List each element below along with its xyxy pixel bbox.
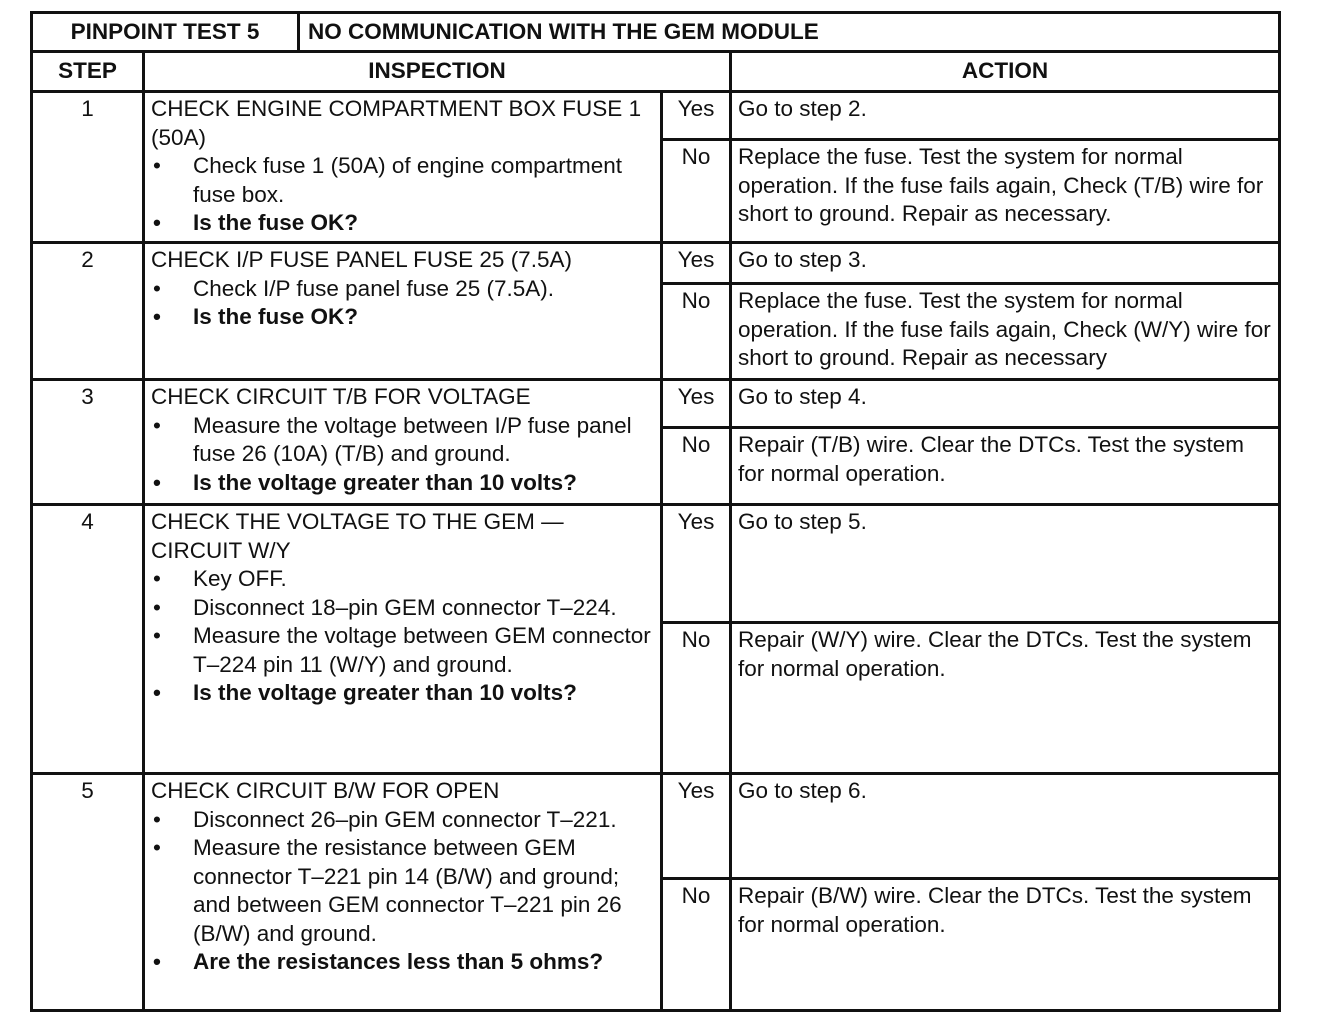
bullet-icon: •	[153, 469, 161, 495]
check-text: Measure the voltage between GEM connector T–224 pin 11 (W/Y) and ground.	[193, 623, 651, 677]
pinpoint-test-label: PINPOINT TEST 5	[32, 13, 299, 52]
no-action: Replace the fuse. Test the system for normal operation. If the fuse fails again, Check (W/Y) wire for short to ground. Repair as necessary	[731, 284, 1280, 380]
bullet-icon: •	[153, 623, 161, 648]
no-label: No	[662, 140, 731, 243]
check-question	[151, 948, 654, 977]
bullet-icon: •	[153, 304, 161, 329]
yes-action: Go to step 5.	[731, 505, 1280, 623]
no-label: No	[662, 623, 731, 774]
step-row	[32, 505, 1280, 623]
check-item	[151, 275, 654, 304]
question-text: Is the voltage greater than 10 volts?	[193, 469, 577, 495]
inspection-heading: CHECK ENGINE COMPARTMENT BOX FUSE 1 (50A)	[151, 96, 642, 150]
check-item	[151, 806, 654, 835]
pinpoint-test-table	[30, 11, 1281, 1012]
inspection-checklist	[151, 806, 654, 977]
bullet-icon: •	[153, 806, 161, 832]
bullet-icon: •	[153, 153, 161, 178]
check-text: Measure the voltage between I/P fuse panel fuse 26 (10A) (T/B) and ground.	[193, 412, 632, 466]
question-text: Is the fuse OK?	[193, 304, 359, 329]
step-row	[32, 774, 1280, 879]
no-label: No	[662, 428, 731, 505]
inspection-heading: CHECK CIRCUIT B/W FOR OPEN	[151, 778, 500, 803]
header-row	[32, 52, 1280, 92]
check-item	[151, 594, 654, 623]
check-question	[151, 303, 654, 332]
inspection-checklist	[151, 152, 654, 238]
check-question	[151, 209, 654, 238]
check-item	[151, 565, 654, 594]
check-text: Disconnect 18–pin GEM connector T–224.	[193, 594, 617, 620]
question-text: Are the resistances less than 5 ohms?	[193, 949, 604, 974]
bullet-icon: •	[153, 680, 161, 705]
title-row	[32, 13, 1280, 52]
check-text: Check I/P fuse panel fuse 25 (7.5A).	[193, 275, 555, 301]
yes-action: Go to step 4.	[731, 380, 1280, 428]
no-action: Replace the fuse. Test the system for normal operation. If the fuse fails again, Check (T/B) wire for short to ground. Repair as necessary.	[731, 140, 1280, 243]
inspection-cell	[144, 380, 662, 505]
inspection-heading: CHECK THE VOLTAGE TO THE GEM — CIRCUIT W/Y	[151, 509, 564, 563]
no-label: No	[662, 284, 731, 380]
no-action: Repair (B/W) wire. Clear the DTCs. Test the system for normal operation.	[731, 879, 1280, 1011]
check-text: Measure the resistance between GEM connector T–221 pin 14 (B/W) and ground; and between GEM connector T–221 pin 26 (B/W) and ground.	[193, 835, 622, 946]
inspection-cell	[144, 243, 662, 380]
yes-label: Yes	[662, 243, 731, 284]
check-text: Key OFF.	[193, 566, 287, 591]
step-number: 1	[32, 92, 144, 243]
check-item	[151, 152, 654, 209]
no-action: Repair (T/B) wire. Clear the DTCs. Test the system for normal operation.	[731, 428, 1280, 505]
bullet-icon: •	[153, 275, 161, 301]
question-text: Is the fuse OK?	[193, 210, 359, 235]
bullet-icon: •	[153, 594, 161, 620]
inspection-cell	[144, 505, 662, 774]
inspection-checklist	[151, 275, 654, 332]
bullet-icon: •	[153, 210, 161, 235]
step-number: 4	[32, 505, 144, 774]
step-number: 3	[32, 380, 144, 505]
test-description: NO COMMUNICATION WITH THE GEM MODULE	[299, 13, 1280, 52]
inspection-header: INSPECTION	[144, 52, 731, 92]
yes-label: Yes	[662, 92, 731, 140]
yes-action: Go to step 2.	[731, 92, 1280, 140]
yes-action: Go to step 3.	[731, 243, 1280, 284]
no-action: Repair (W/Y) wire. Clear the DTCs. Test the system for normal operation.	[731, 623, 1280, 774]
inspection-heading: CHECK CIRCUIT T/B FOR VOLTAGE	[151, 384, 531, 409]
check-item	[151, 412, 654, 469]
no-label: No	[662, 879, 731, 1011]
bullet-icon: •	[153, 949, 161, 974]
pinpoint-test-document	[30, 11, 1278, 1012]
check-item	[151, 622, 654, 679]
yes-label: Yes	[662, 505, 731, 623]
yes-label: Yes	[662, 380, 731, 428]
inspection-checklist	[151, 565, 654, 708]
action-header: ACTION	[731, 52, 1280, 92]
question-text: Is the voltage greater than 10 volts?	[193, 680, 577, 705]
inspection-cell	[144, 774, 662, 1011]
check-question	[151, 679, 654, 708]
step-number: 5	[32, 774, 144, 1011]
step-row	[32, 380, 1280, 428]
step-header: STEP	[32, 52, 144, 92]
inspection-cell	[144, 92, 662, 243]
yes-action: Go to step 6.	[731, 774, 1280, 879]
step-number: 2	[32, 243, 144, 380]
bullet-icon: •	[153, 412, 161, 438]
check-question	[151, 469, 654, 498]
inspection-heading: CHECK I/P FUSE PANEL FUSE 25 (7.5A)	[151, 247, 572, 272]
step-row	[32, 243, 1280, 284]
bullet-icon: •	[153, 835, 161, 860]
bullet-icon: •	[153, 566, 161, 591]
yes-label: Yes	[662, 774, 731, 879]
check-item	[151, 834, 654, 948]
check-text: Disconnect 26–pin GEM connector T–221.	[193, 806, 617, 832]
inspection-checklist	[151, 412, 654, 498]
step-row	[32, 92, 1280, 140]
check-text: Check fuse 1 (50A) of engine compartment fuse box.	[193, 153, 622, 207]
